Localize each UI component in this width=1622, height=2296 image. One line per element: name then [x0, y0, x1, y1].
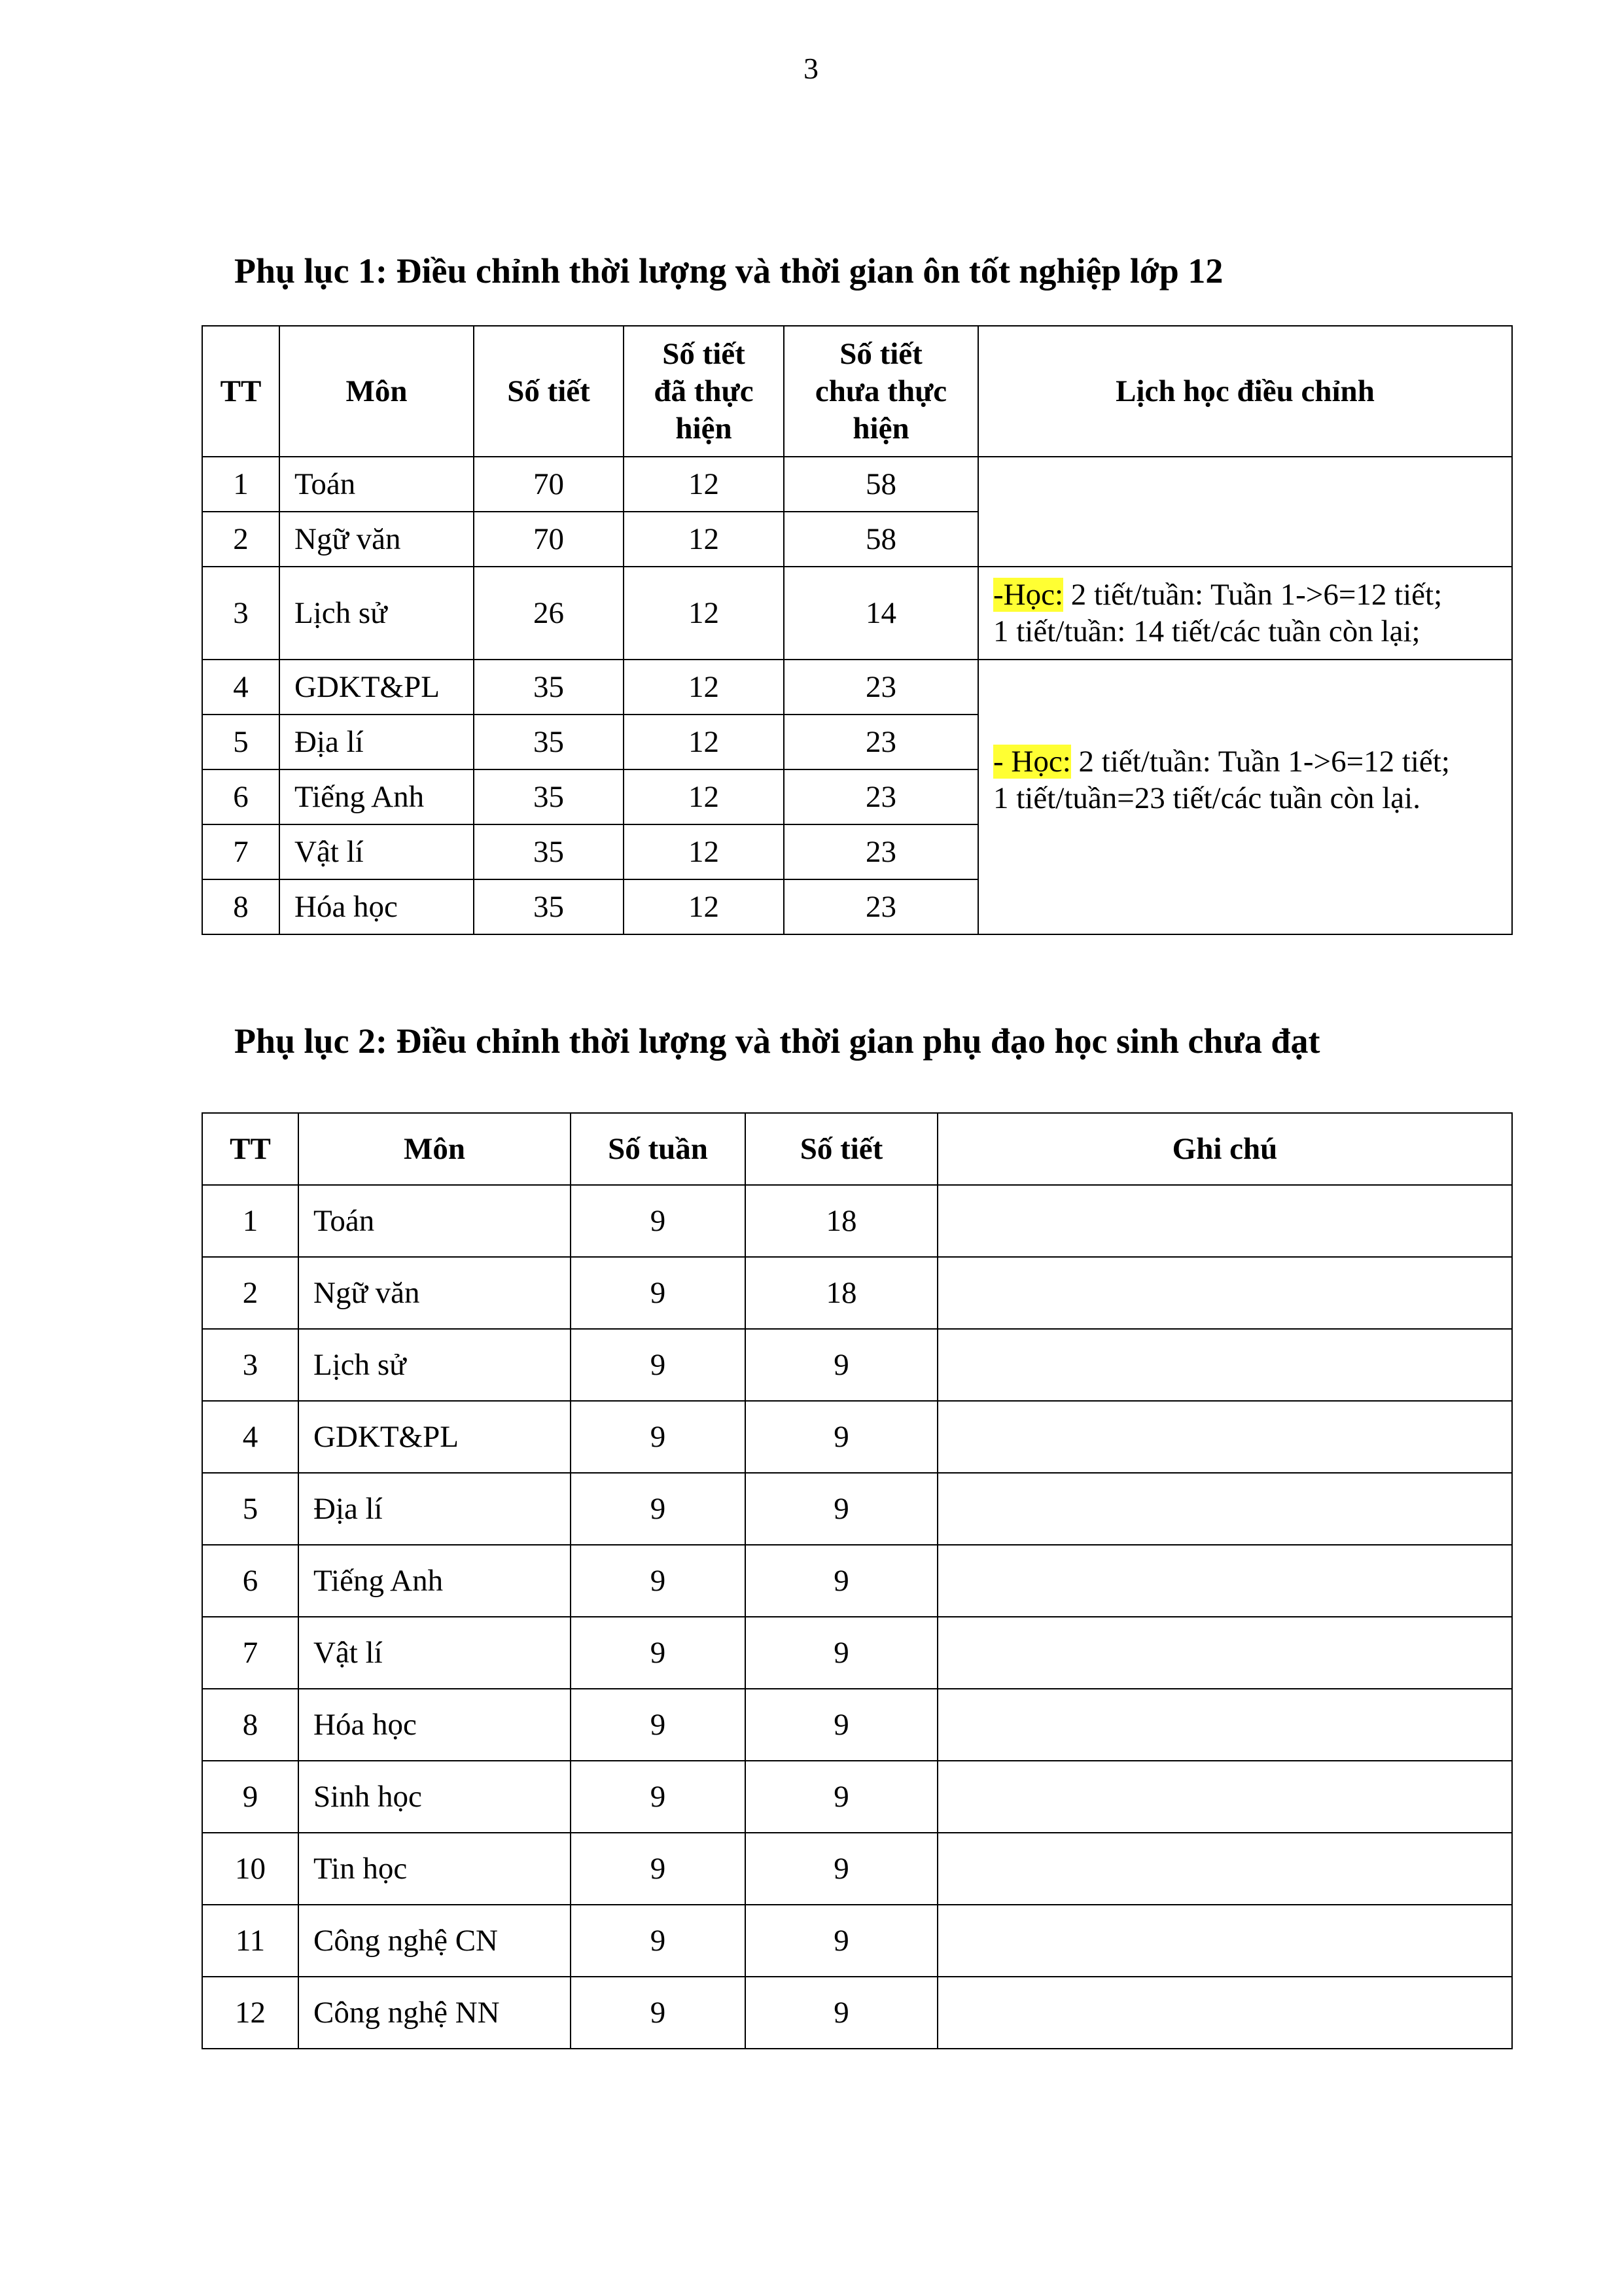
cell-periods: 9	[745, 1833, 938, 1905]
highlighted-label: -Học:	[993, 578, 1064, 612]
page-number: 3	[803, 52, 819, 85]
cell-periods: 35	[474, 824, 624, 879]
cell-schedule-history	[978, 567, 1512, 660]
cell-tt: 8	[202, 1689, 298, 1761]
cell-remaining: 58	[784, 457, 978, 512]
cell-periods: 35	[474, 660, 624, 715]
header-periods: Số tiết	[745, 1113, 938, 1185]
cell-periods: 9	[745, 1761, 938, 1833]
cell-remaining: 14	[784, 567, 978, 660]
schedule-text: 2 tiết/tuần: Tuần 1->6=12 tiết;	[1070, 745, 1450, 779]
cell-remaining: 58	[784, 512, 978, 567]
cell-done: 12	[624, 715, 784, 769]
cell-done: 12	[624, 879, 784, 934]
table-row	[202, 1833, 1512, 1905]
cell-note	[938, 1833, 1512, 1905]
header-subject: Môn	[279, 326, 474, 457]
cell-done: 12	[624, 457, 784, 512]
cell-periods: 18	[745, 1185, 938, 1257]
cell-subject: Vật lí	[279, 824, 474, 879]
table-row	[202, 1329, 1512, 1401]
cell-periods: 9	[745, 1329, 938, 1401]
cell-note	[938, 1185, 1512, 1257]
cell-done: 12	[624, 512, 784, 567]
cell-remaining: 23	[784, 824, 978, 879]
cell-periods: 35	[474, 715, 624, 769]
cell-weeks: 9	[571, 1185, 745, 1257]
cell-subject: Hóa học	[279, 879, 474, 934]
cell-done: 12	[624, 660, 784, 715]
schedule-text: 2 tiết/tuần: Tuần 1->6=12 tiết;	[1063, 578, 1443, 612]
cell-periods: 26	[474, 567, 624, 660]
cell-periods: 9	[745, 1545, 938, 1617]
cell-note	[938, 1905, 1512, 1977]
header-done	[624, 326, 784, 457]
cell-periods: 70	[474, 457, 624, 512]
cell-weeks: 9	[571, 1905, 745, 1977]
schedule-others-line1	[993, 743, 1502, 780]
cell-done: 12	[624, 824, 784, 879]
cell-subject: GDKT&PL	[279, 660, 474, 715]
table-row	[202, 1545, 1512, 1617]
cell-tt: 11	[202, 1905, 298, 1977]
table-header-row	[202, 1113, 1512, 1185]
cell-weeks: 9	[571, 1545, 745, 1617]
cell-schedule-empty	[978, 457, 1512, 567]
cell-weeks: 9	[571, 1617, 745, 1689]
header-done-line3: hiện	[675, 411, 732, 446]
cell-subject: Vật lí	[298, 1617, 571, 1689]
schedule-history-line2: 1 tiết/tuần: 14 tiết/các tuần còn lại;	[993, 614, 1420, 648]
cell-note	[938, 1329, 1512, 1401]
schedule-others-line2: 1 tiết/tuần=23 tiết/các tuần còn lại.	[993, 781, 1420, 815]
table-row	[202, 1977, 1512, 2049]
cell-weeks: 9	[571, 1977, 745, 2049]
highlighted-label: - Học:	[993, 745, 1071, 779]
table-row	[202, 1689, 1512, 1761]
table-row	[202, 1257, 1512, 1329]
cell-remaining: 23	[784, 660, 978, 715]
table-row	[202, 660, 1512, 715]
table-row	[202, 567, 1512, 660]
cell-subject: Công nghệ NN	[298, 1977, 571, 2049]
cell-tt: 1	[202, 1185, 298, 1257]
header-tt: TT	[202, 1113, 298, 1185]
cell-tt: 4	[202, 660, 279, 715]
schedule-history-line1	[993, 576, 1502, 613]
header-remaining	[784, 326, 978, 457]
cell-subject: Lịch sử	[298, 1329, 571, 1401]
table-row	[202, 1185, 1512, 1257]
cell-note	[938, 1761, 1512, 1833]
cell-tt: 9	[202, 1761, 298, 1833]
header-remaining-line3: hiện	[853, 411, 909, 446]
cell-weeks: 9	[571, 1257, 745, 1329]
cell-tt: 5	[202, 1473, 298, 1545]
header-remaining-line2: chưa thực	[815, 374, 947, 408]
cell-subject: Toán	[298, 1185, 571, 1257]
header-subject: Môn	[298, 1113, 571, 1185]
cell-tt: 4	[202, 1401, 298, 1473]
cell-subject: Tiếng Anh	[279, 769, 474, 824]
cell-periods: 35	[474, 879, 624, 934]
cell-note	[938, 1977, 1512, 2049]
table-row	[202, 1473, 1512, 1545]
cell-periods: 18	[745, 1257, 938, 1329]
appendix1-table	[202, 325, 1513, 935]
appendix2-body	[202, 1185, 1512, 2049]
cell-subject: Hóa học	[298, 1689, 571, 1761]
table-row	[202, 457, 1512, 512]
cell-tt: 6	[202, 1545, 298, 1617]
cell-tt: 2	[202, 1257, 298, 1329]
table-header-row	[202, 326, 1512, 457]
cell-periods: 70	[474, 512, 624, 567]
header-tt: TT	[202, 326, 279, 457]
cell-remaining: 23	[784, 715, 978, 769]
cell-subject: GDKT&PL	[298, 1401, 571, 1473]
cell-subject: Địa lí	[298, 1473, 571, 1545]
cell-tt: 7	[202, 824, 279, 879]
header-schedule: Lịch học điều chỉnh	[978, 326, 1512, 457]
header-weeks: Số tuần	[571, 1113, 745, 1185]
cell-subject: Ngữ văn	[279, 512, 474, 567]
header-periods: Số tiết	[474, 326, 624, 457]
cell-tt: 10	[202, 1833, 298, 1905]
cell-subject: Sinh học	[298, 1761, 571, 1833]
header-notes: Ghi chú	[938, 1113, 1512, 1185]
cell-tt: 3	[202, 1329, 298, 1401]
cell-weeks: 9	[571, 1761, 745, 1833]
cell-remaining: 23	[784, 879, 978, 934]
cell-subject: Địa lí	[279, 715, 474, 769]
header-done-line2: đã thực	[654, 374, 754, 408]
cell-note	[938, 1257, 1512, 1329]
cell-periods: 9	[745, 1473, 938, 1545]
cell-note	[938, 1473, 1512, 1545]
cell-periods: 9	[745, 1617, 938, 1689]
cell-weeks: 9	[571, 1833, 745, 1905]
cell-tt: 2	[202, 512, 279, 567]
cell-weeks: 9	[571, 1473, 745, 1545]
cell-periods: 35	[474, 769, 624, 824]
cell-tt: 8	[202, 879, 279, 934]
cell-periods: 9	[745, 1401, 938, 1473]
cell-schedule-others	[978, 660, 1512, 934]
cell-note	[938, 1401, 1512, 1473]
cell-done: 12	[624, 769, 784, 824]
cell-subject: Tiếng Anh	[298, 1545, 571, 1617]
cell-tt: 3	[202, 567, 279, 660]
cell-weeks: 9	[571, 1329, 745, 1401]
cell-weeks: 9	[571, 1401, 745, 1473]
cell-subject: Ngữ văn	[298, 1257, 571, 1329]
cell-tt: 7	[202, 1617, 298, 1689]
cell-weeks: 9	[571, 1689, 745, 1761]
cell-tt: 5	[202, 715, 279, 769]
appendix1-title: Phụ lục 1: Điều chỉnh thời lượng và thời gian ôn tốt nghiệp lớp 12	[234, 251, 1224, 291]
cell-subject: Công nghệ CN	[298, 1905, 571, 1977]
table-row	[202, 1401, 1512, 1473]
cell-note	[938, 1617, 1512, 1689]
cell-tt: 1	[202, 457, 279, 512]
cell-done: 12	[624, 567, 784, 660]
cell-subject: Toán	[279, 457, 474, 512]
table-row	[202, 1905, 1512, 1977]
cell-remaining: 23	[784, 769, 978, 824]
table-row	[202, 1761, 1512, 1833]
cell-note	[938, 1689, 1512, 1761]
cell-periods: 9	[745, 1689, 938, 1761]
cell-subject: Lịch sử	[279, 567, 474, 660]
cell-periods: 9	[745, 1977, 938, 2049]
cell-periods: 9	[745, 1905, 938, 1977]
appendix2-title: Phụ lục 2: Điều chỉnh thời lượng và thời gian phụ đạo học sinh chưa đạt	[234, 1021, 1320, 1061]
appendix2-table	[202, 1112, 1513, 2049]
header-remaining-line1: Số tiết	[839, 336, 923, 371]
header-done-line1: Số tiết	[662, 336, 745, 371]
cell-tt: 6	[202, 769, 279, 824]
cell-tt: 12	[202, 1977, 298, 2049]
cell-subject: Tin học	[298, 1833, 571, 1905]
cell-note	[938, 1545, 1512, 1617]
table-row	[202, 1617, 1512, 1689]
